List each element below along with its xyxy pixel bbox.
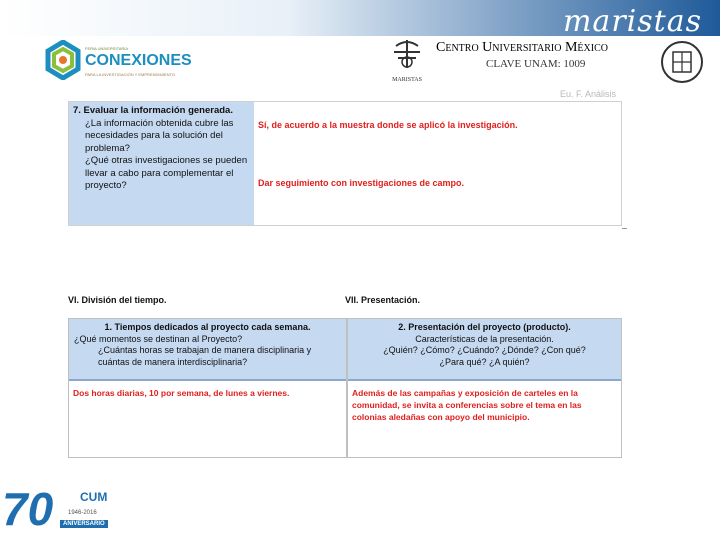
- presentation-question-2: ¿Para qué? ¿A quién?: [439, 356, 530, 367]
- university-name: Centro Universitario México: [436, 40, 608, 55]
- section7-question-1: ¿La información obtenida cubre las necesidades para la solución del problema?: [85, 117, 234, 154]
- time-division-table: [68, 318, 347, 458]
- conexiones-logo: [45, 40, 190, 82]
- time-division-title: 1. Tiempos dedicados al proyecto cada semana.: [104, 322, 311, 332]
- section7-title: 7. Evaluar la información generada.: [73, 105, 233, 116]
- section7-answer-2: Dar seguimiento con investigaciones de campo.: [258, 178, 465, 188]
- crest-emblem-icon: [388, 38, 426, 72]
- section7-question-2: ¿Qué otras investigaciones se pueden llevar a cabo para complementar el proyecto?: [85, 155, 248, 191]
- crest-caption: MARISTAS: [392, 77, 422, 83]
- logo-title: CONEXIONES: [85, 52, 192, 69]
- presentation-question-1: ¿Quién? ¿Cómo? ¿Cuándo? ¿Dónde? ¿Con qué?: [383, 345, 586, 355]
- presentation-table: [347, 318, 622, 458]
- section7-questions: [69, 102, 254, 225]
- section7-table: [68, 101, 622, 226]
- anniversary-label: ANIVERSARIO: [60, 520, 108, 528]
- eu-label: Eu. F. Análisis: [560, 89, 617, 99]
- presentation-answer: Además de las campañas y exposición de carteles en la comunidad, se invita a conferencias sobre el tema en las colonias aledañas con apoyo del municipio.: [352, 388, 582, 422]
- section-vi-heading: VI. División del tiempo.: [68, 295, 167, 305]
- presentation-header: [348, 319, 621, 381]
- time-division-header: [69, 319, 346, 381]
- presentation-title: 2. Presentación del proyecto (producto).: [398, 322, 571, 332]
- section-vii-heading: VII. Presentación.: [345, 295, 421, 305]
- presentation-subtitle: Características de la presentación.: [415, 333, 554, 344]
- logo-top-text: FERIA UNIVERSITARIA: [85, 46, 129, 51]
- anniversary-logo: [0, 483, 120, 540]
- header-band: [0, 0, 720, 39]
- anniversary-number: 70: [2, 483, 54, 535]
- university-clave: CLAVE UNAM: 1009: [486, 58, 586, 70]
- logo-subtitle: PARA LA INVESTIGACIÓN Y EMPRENDIMIENTO: [85, 72, 175, 77]
- time-division-question-1: ¿Qué momentos se destinan al Proyecto?: [74, 333, 243, 344]
- maristas-crest-icon: [388, 38, 426, 83]
- section7-answers: [254, 102, 621, 225]
- divider-mark: [622, 228, 627, 229]
- time-division-answer: Dos horas diarias, 10 por semana, de lunes a viernes.: [73, 388, 290, 398]
- time-division-question-2: ¿Cuántas horas se trabajan de manera disciplinaria y cuántas de manera interdisciplinaria?: [98, 345, 312, 367]
- section7-answer-1: Sí, de acuerdo a la muestra donde se aplicó la investigación.: [258, 120, 518, 130]
- anniversary-years: 1946-2016: [68, 510, 97, 516]
- hexagon-knot-icon: [45, 40, 81, 80]
- unam-seal-icon: [660, 40, 704, 84]
- maristas-wordmark: maristas: [562, 4, 702, 39]
- anniversary-org: CUM: [80, 490, 108, 504]
